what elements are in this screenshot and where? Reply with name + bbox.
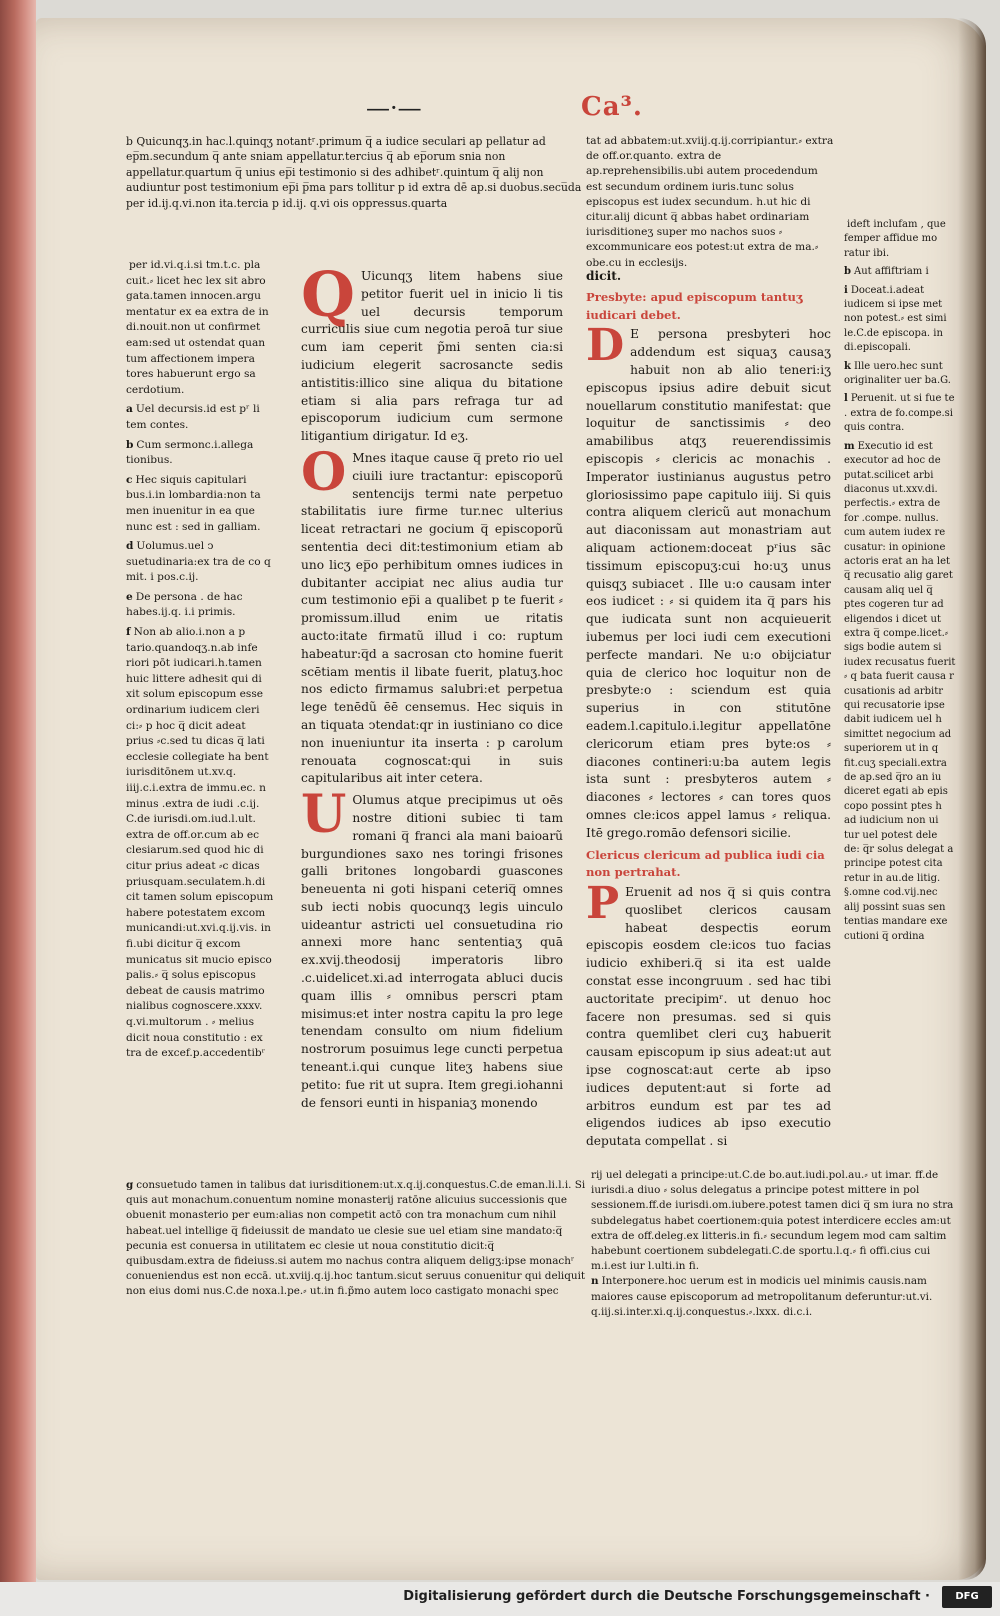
gloss-right-entry: m Executio id est executor ad hoc de putat.scilicet arbi diaconus ut.xxv.di. perfectis.⸗ extra de for .compe. nullus. cum autem iudex re cusatur: in opinione actoris erat an ha let q̅ recusatio alig garet causam aliq uel q̅ ptes cogeren tur ad eligendos i dicet ut extra q̅ compe.licet.⸗ sigs bodie autem si iudex recusatus fuerit ⸗ q bata fuerit causa r cusationis ad arbitr qui recusatorie ipse dabit iudicem uel h simittet negocium ad superiorem ut in q fit.cuʒ speciali.extra de ap.sed q̅ro an iu diceret egati ab epis copo possint ptes h ad iudicium non ui tur uel potest dele de: q̅r solus delegat a principe potest cita retur in au.de litig. §.omne cod.vij.nec alij possint suas sen tentias mandare exe cutioni q̅ ordina [844,440,956,942]
gloss-left-entry: a Uel decursis.id est pʳ li tem contes. [126,403,260,431]
main-paragraph: P Eruenit ad nos q̅ si quis contra quoslibet clericos causam habeat despectis eorum episcopis eosdem cle:icos tuo facias iudicio exhiberi.q̅ si ita est ualde constat esse incongruum . sed hac tibi auctoritate precipimʳ. ut denuo hoc facere non presumas. sed si quis contra quemlibet cleri cuʒ habuerit causam episcopum ip sius adeat:ut aut ipse cognoscat:aut certe ab ipso iudices deputent:aut si forte ad arbitros eundum est par tes ad eligendos iudices ab ipso executio deputata compellat . si [586,878,831,1148]
main-text-column-2 [586,268,831,1148]
footer-credit-text: Digitalisierung gefördert durch die Deutsche Forschungsgemeinschaft · [403,1589,930,1604]
gloss-left-entry: c Hec siquis capitulari bus.i.in lombardia:non ta men inuenitur in ea que nunc est : sed in galliam. [126,473,261,533]
gloss-top-col2 [586,134,836,275]
decorated-initial: U [301,784,347,846]
gloss-right-column [844,218,956,1138]
rubric-heading: Clericus clericum ad publica iudi cia non pertrahat. [586,847,825,880]
gloss-top-text: b Quicunqʒ.in hac.l.quinqʒ notantʳ.primum q̅ a iudice seculari ap pellatur ad ep̅m.secundum q̅ ante sniam appellatur.tercius q̅ ab ep̅orum snia non appellatur.quartum q̅ unius ep̅i testimonio si des adhibetʳ.quintum q̅ alij non audiuntur post testimonium ep̅i p̅ma pars tollitur p id extra dē ap.si duobus.secu̅da per id.ij.q.vi.non ita.tercia p id.ij. q.vi ois oppressus.quarta [126,135,582,210]
gloss-left-entry: e De persona . de hac habes.ij.q. i.i primis. [126,590,243,619]
gloss-right-entry: ideft inclufam , que femper affidue mo ratur ibi. [844,219,946,259]
gloss-left-entry: per id.vi.q.i.si tm.t.c. pla cuit.⸗ licet hec lex sit abro gata.tamen innocen.argu mentatur ex ea extra de in di.nouit.non ut confirmet eam:sed ut ostendat quan tum affectionem impera tores habuerunt ergo sa cerdotium. [126,259,269,396]
digitization-footer [0,1582,1000,1616]
gloss-top-col2-text: tat ad abbatem:ut.xviij.q.ij.corripiantur.⸗ extra de off.or.quanto. extra de ap.reprehensibilis.ubi autem procedendum est secundum ordinem iuris.tunc solus episcopus est iudex secundum. h.ut hic di citur.alij dicunt q̅ abbas habet ordinariam iurisditioneʒ super mo nachos suos ⸗ excommunicare eos potest:ut extra de ma.⸗ obe.cu in ecclesijs. [586,135,834,269]
gloss-top [126,134,591,215]
main-paragraph: Q Uicunqʒ litem habens siue petitor fuerit uel in inicio li tis uel decursis temporum curriculis siue cum negotia peroā tur siue cum iam ceperit p̃mi senten cia:si iudicium elegerit sacrosancte sedis antistitis:illico sine aliqua du bitatione etiam si alia pars refraga tur ad episcoporum iudicium cum sermone litigantium dirigatur. Id eʒ. [301,268,563,444]
page-fore-edge-shadow [958,18,986,1580]
main-paragraph: D E persona presbyteri hoc addendum est siquaʒ causaʒ habuit non ab alio teneri:iʒ episcopus ipsius adire debuit sicut nouellarum constitutio manifestat: que loquitur de sanctissimis ⸗ deo amabilibus atqʒ reuerendissimis episcopis ⸗ clericis ac monachis . Imperator iustinianus augustus petro gloriosissimo pape capitulo iiij. Si quis contra aliquem clericũ aut monachum aut diaconissam aut monastriam aut aliquam actionem:doceat pʳius sāc tissimum episcopuʒ:cui ho:uʒ unus quisqʒ subiacet . Ille u:o causam inter eos iudicet : ⸗ si quidem ita q̅ pars his que iudicata sunt non acquieuerit iubemus per loci iudi cem executioni perfecte mandari. Ne u:o obijciatur quia de clerico hoc loquitur non de presbyte:o : sciendum est quia superius in con stitutōne eadem.l.capitulo.i.legitur appellatōne clericorum etiam pres byte:os ⸗ diacones contineri:u:ba autem legis ista sunt : presbyteros autem ⸗ diacones ⸗ lectores ⸗ can tores quos omnes cle:icos appel lamus ⸗ reliqua. Itē grego.romāo defensori sicilie. [586,320,831,840]
dfg-logo: DFG [942,1586,992,1608]
dicit-word: dicit. [586,269,622,283]
rubric-heading: Presbyte: apud episcopum tantuʒ iudicari debet. [586,289,803,322]
gloss-bottom-right: rij uel delegati a principe:ut.C.de bo.aut.iudi.pol.au.⸗ ut imar. ff.de iurisdi.a diuo ⸗ solus delegatus a principe potest mittere in pol sessionem.ff.de iurisdi.om.iubere.potest tamen dici q̅ sm iura no stra subdelegatus habet coertionem:quia potest interdicere eccles am:ut extra de off.deleg.ex litteris.in fi.⸗ secundum legem mod cam saltim habebunt coertionem subdelegati.C.de sportu.l.q.⸗ fi offi.cius cui m.i.est iur l.ulti.in fi. n Interponere.hoc uerum est in modicis uel minimis causis.nam maiores cause episcoporum ad metropolitanum deferuntur:ut.vi. q.iij.si.inter.xi.q.ij.conquestus.⸗.lxxx. di.c.i. [591,1169,954,1318]
book-page [36,18,986,1580]
main-paragraph: O Mnes itaque cause q̅ preto rio uel ciuili iure tractantur: episcoporũ sentencijs termi nate perpetuo stabilitatis iure firme tur.nec ulterius liceat retractari ne gocium q̅ episcoporũ sententia deci dit:testimonium etiam ab uno licʒ ep̅o perhibitum omnes iudices in dubitanter accipiat nec alius audia tur cum testimonio ep̅i a qualibet p te fuerit ⸗promissum.illud enim ue ritatis aucto:itate firmatũ illud i co: ruptum habeatur:q̅d a sacrosan cto homine fuerit scētiam mentis il libate fuerit, platuʒ.hoc nos edicto firmamus salubri:et perpetua lege tenēdũ ēē censemus. Hec siquis in an tiquata ↄtendat:qr in iustiniano co dice non inueniuntur ita inserta : p carolum renouata cognoscat:qui in suis capitularibus ait inter cetera. [301,441,563,786]
decorated-initial: Q [301,268,356,331]
decorated-initial: O [301,441,347,503]
gloss-left-entry: f Non ab alio.i.non a p tario.quandoqʒ.n.ab infe riori pōt iudicari.h.tamen huic littere adhesit qui di xit solum episcopum esse ordinarium iudicem cleri ci:⸗ p hoc q̅ dicit adeat prius ⸗c.sed tu dicas q̅ lati ecclesie collegiate ha bent iurisditōnem ut.xv.q. iiij.c.i.extra de immu.ec. n minus .extra de iudi .c.ij. C.de iurisdi.om.iud.l.ult. extra de off.or.cum ab ec clesiarum.sed quod hic di citur prius adeat ⸗c dicas priusquam.seculatem.h.di cit tamen solum episcopum habere potestatem excom municandi:ut.xvi.q.ij.vis. in fi.ubi dicitur q̅ excom municatus sit mucio episco palis.⸗ q̅ solus episcopus debeat de causis matrimo nialibus cognoscere.xxxv. q.vi.multorum . ⸗ melius dicit noua constitutio : ex tra de excef.p.accedentibʳ [126,626,274,1060]
book-binding-edge [0,0,36,1616]
main-text-column-1 [301,268,563,1138]
gloss-left-entry: d Uolumus.uel ↄ suetudinaria:ex tra de co q mit. i pos.c.ij. [126,540,271,584]
gloss-left-column [126,258,276,1118]
gloss-left-entry: b Cum sermonc.i.allega tionibus. [126,438,254,467]
gloss-right-entry: i Doceat.i.adeat iudicem si ipse met non potest.⸗ est simi le.C.de episcopa. in di.episcopali. [844,284,947,354]
pen-mark: —·— [366,94,422,122]
decorated-initial: D [586,320,625,372]
gloss-right-entry: k Ille uero.hec sunt originaliter uer ba.G. [844,360,951,387]
decorated-initial: P [586,878,620,930]
gloss-right-entry: b Aut affiftriam i [844,266,929,278]
main-paragraph: U Olumus atque precipimus ut oēs nostre ditioni subiec ti tam romani q̅ franci ala mani baioarũ burgundiones saxo nes toringi frisones galli britones longobardi guascones beneuenta ni goti hispani ceteriq̅ omnes sub iecti nobis quocunqʒ legis uinculo uideantur astricti uel consuetudina rio annexi more hanc sententiaʒ quā ex.xvij.theodosij imperatoris libro .c.uidelicet.xi.ad interrogata abluci ducis quam illis ⸗ omnibus perscri ptam misimus:et inter nostra capitu la pro lege tenendam consulto om nium fidelium nostrorum posuimus lege cuncti perpetua teneant.i.qui cunque liteʒ habens siue petito: fue rit ut supra. Item gregi.iohanni de fensori eunti in hispaniaʒ monendo [301,784,563,1110]
gloss-bottom-left: g consuetudo tamen in talibus dat iurisditionem:ut.x.q.ij.conquestus.C.de eman.li.l.i. Si quis aut monachum.conuentum nomine monasterij ratōne alicuius successionis que obuenit monasterio per eum:alias non competit actō con tra monachum cum nihil habeat.uel intellige q̅ fideiussit de mandato ue clesie sue uel etiam sine mandato:q̅ pecunia est conuersa in utilitatem ec clesie ut noua constitutio dicit:q̅ quibusdam.extra de fideiuss.si autem mo nachus contra aliquem deligʒ:ipse monachʳ conueniendus est non eccā. ut.xviij.q.ij.hoc tantum.sicut seruus conuenitur qui deliquit non eius domi nus.C.de noxa.l.pe.⸗ ut.in fi.p̃mo autem loco castigato monachi spec [126,1179,586,1298]
running-head: Ca³. [581,92,643,122]
gloss-right-entry: l Peruenit. ut si fue te . extra de fo.compe.si quis contra. [844,393,955,434]
